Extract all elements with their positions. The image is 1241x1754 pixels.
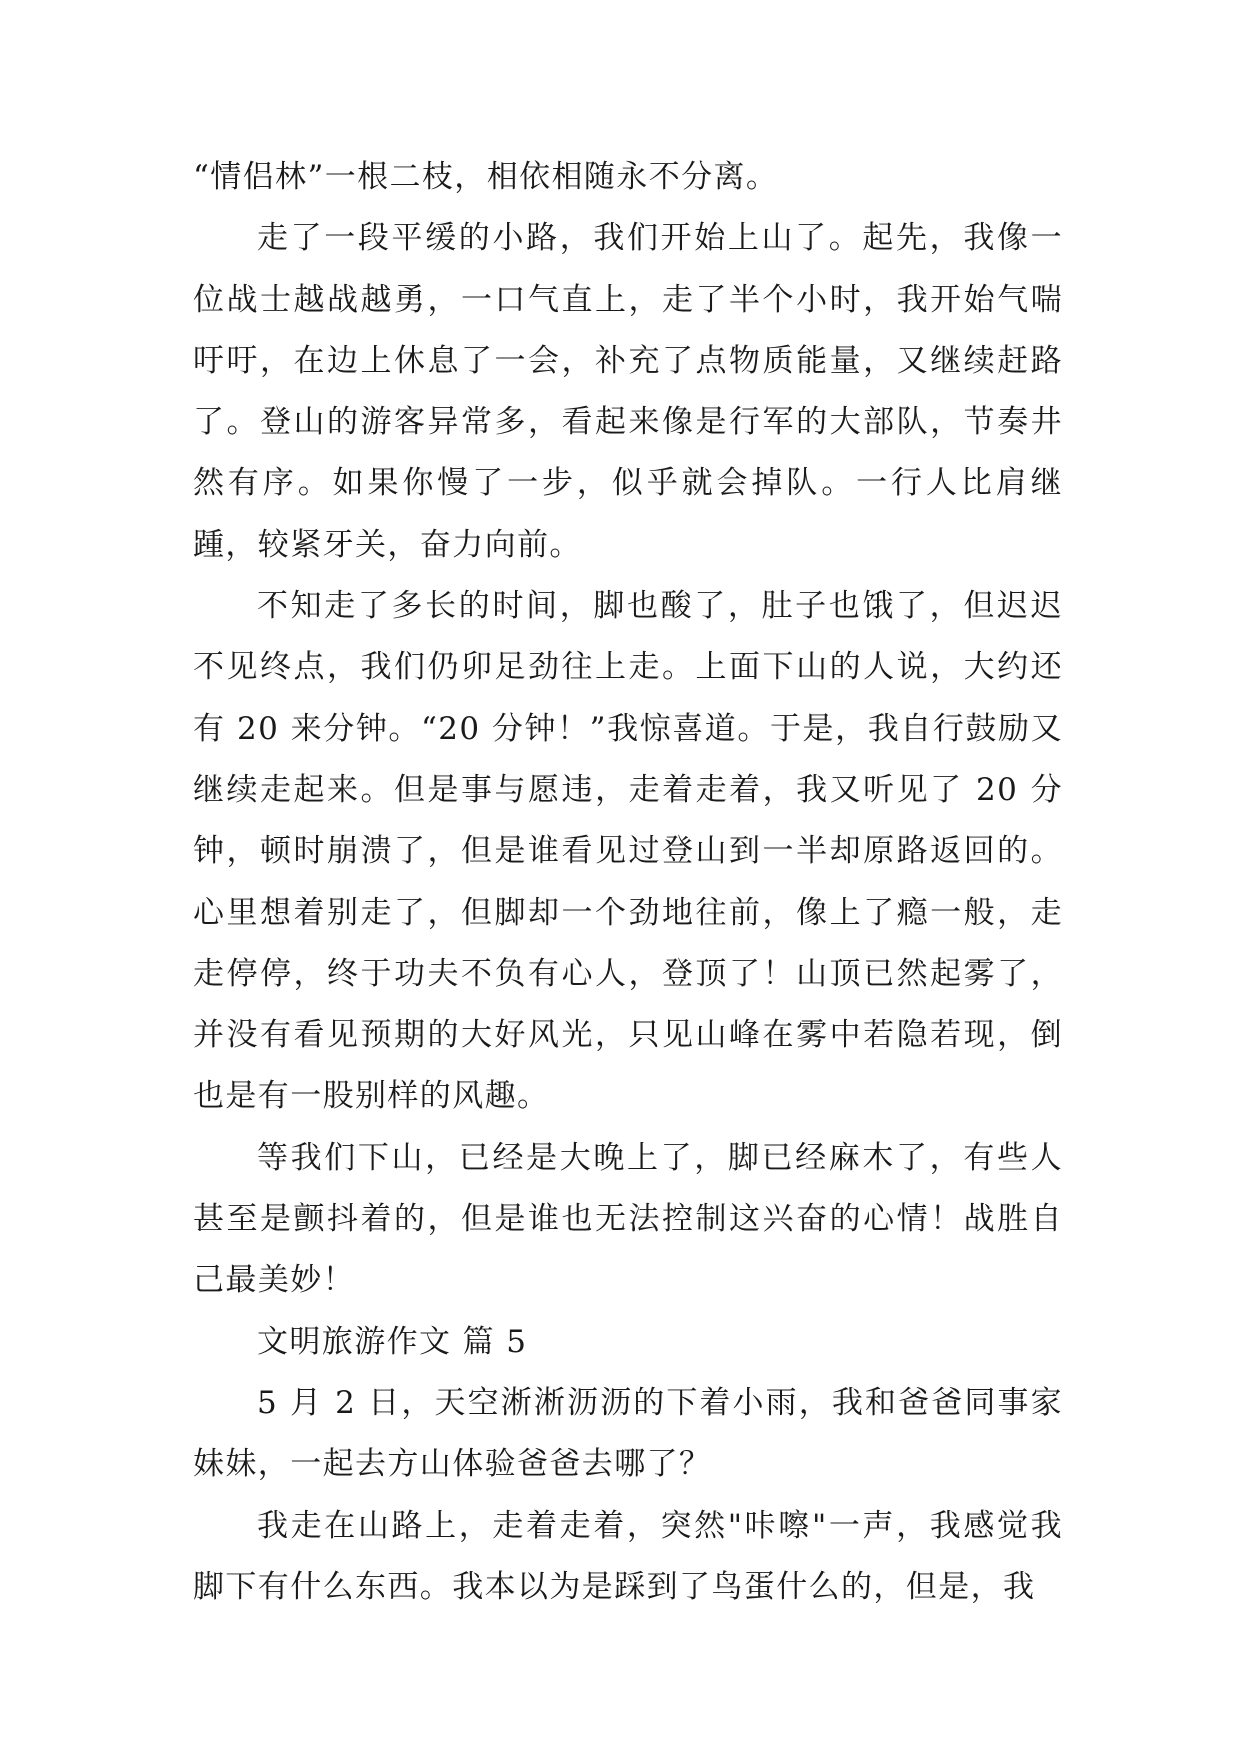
paragraph-climbing: 走了一段平缓的小路，我们开始上山了。起先，我像一位战士越战越勇，一口气直上，走了半个小时，我开始气喘吁吁，在边上休息了一会，补充了点物质能量，又继续赶路了。登山的游客异常多，看起来像是行军的大部队，节奏井然有序。如果你慢了一步，似乎就会掉队。一行人比肩继踵，较紧牙关，奋力向前。 (193, 220, 1063, 563)
paragraph-continuation: “情侣林”一根二枝，相依相随永不分离。 (193, 159, 779, 195)
section-heading: 文明旅游作文 篇 5 (257, 1323, 528, 1360)
document-page (193, 147, 1063, 1618)
paragraph-mountain-road: 我走在山路上，走着走着，突然"咔嚓"一声，我感觉我脚下有什么东西。我本以为是踩到了鸟蛋什么的，但是，我 (193, 1507, 1063, 1605)
paragraph-descent: 等我们下山，已经是大晚上了，脚已经麻木了，有些人甚至是颤抖着的，但是谁也无法控制这兴奋的心情！战胜自己最美妙！ (193, 1139, 1063, 1299)
paragraph-summit: 不知走了多长的时间，脚也酸了，肚子也饿了，但迟迟不见终点，我们仍卯足劲往上走。上面下山的人说，大约还有 20 来分钟。“20 分钟！”我惊喜道。于是，我自行鼓励又继续走起来。但是事与愿违，走着走着，我又听见了 20 分钟，顿时崩溃了，但是谁看见过登山到一半却原路返回的。心里想着别走了，但脚却一个劲地往前，像上了瘾一般，走走停停，终于功夫不负有心人，登顶了！山顶已然起雾了，并没有看见预期的大好风光，只见山峰在雾中若隐若现，倒也是有一股别样的风趣。 (193, 588, 1063, 1115)
paragraph-may-second: 5 月 2 日，天空淅淅沥沥的下着小雨，我和爸爸同事家妹妹，一起去方山体验爸爸去哪了？ (193, 1384, 1063, 1483)
